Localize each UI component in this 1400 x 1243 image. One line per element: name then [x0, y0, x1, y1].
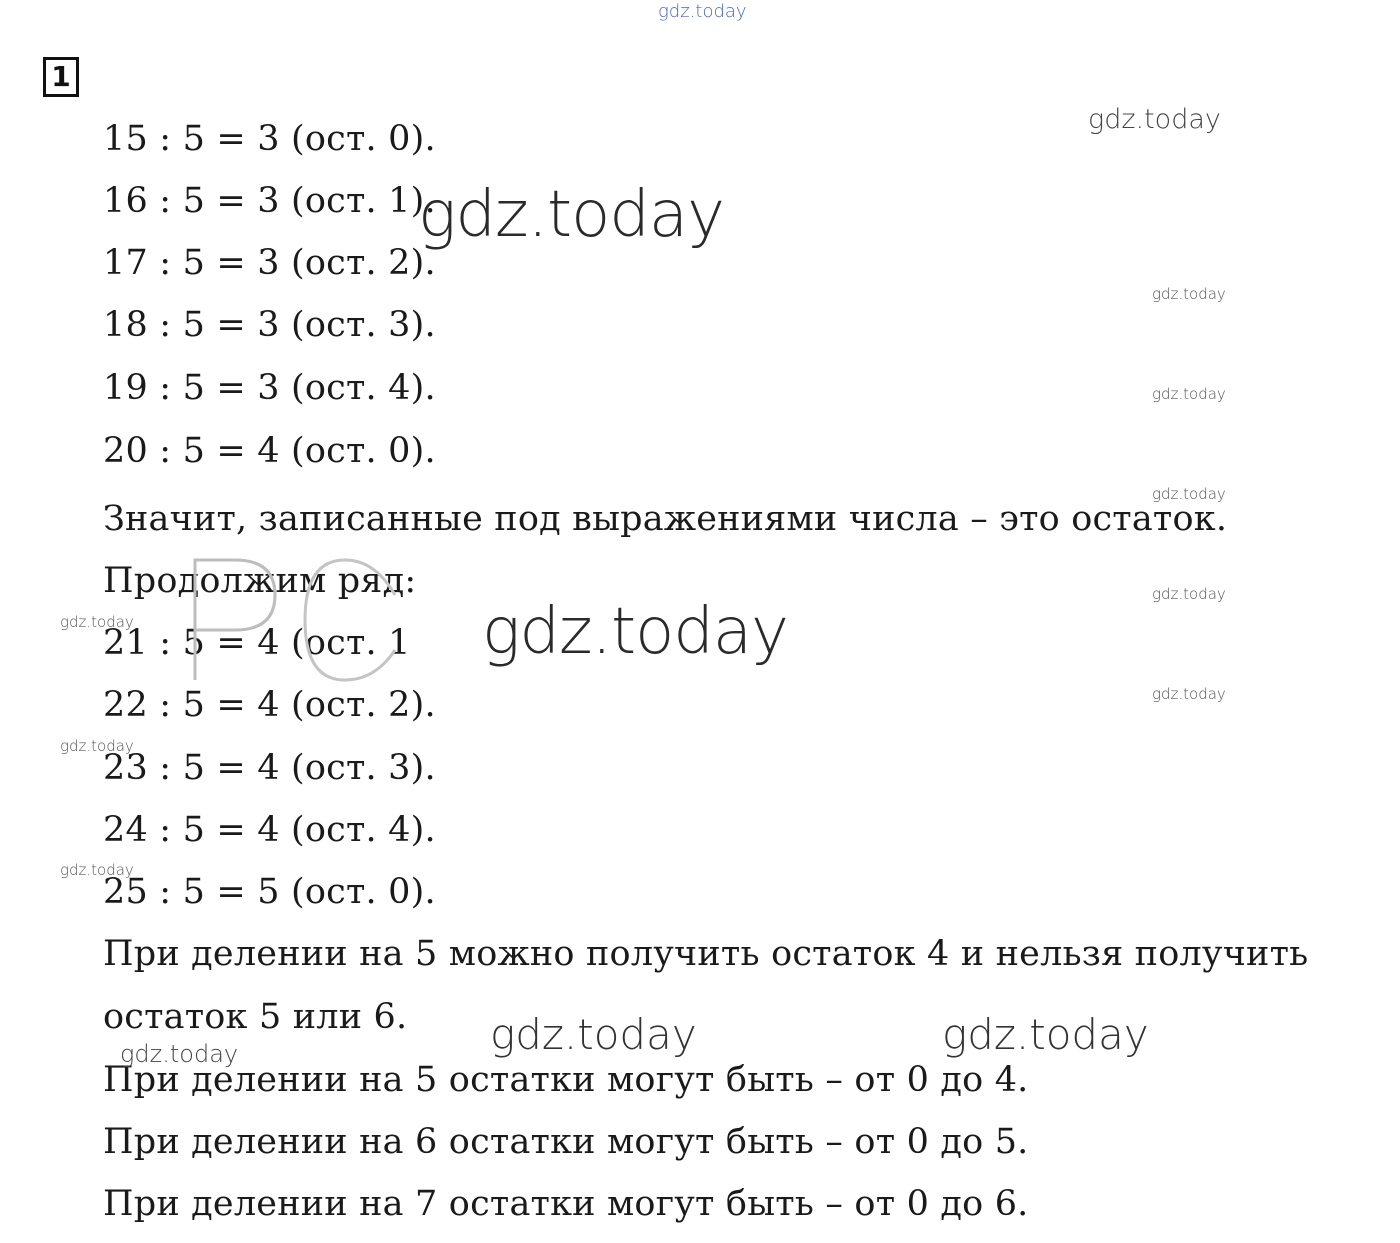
- solution-line-8: 22 : 5 = 4 (ост. 2).: [103, 685, 436, 725]
- watermark-logo-icon: [190, 555, 410, 685]
- solution-line-7: 21 : 5 = 4 (ост. 1: [103, 623, 411, 663]
- watermark-medium-1: gdz.today: [490, 1010, 697, 1059]
- watermark-right-top: gdz.today: [1088, 104, 1221, 135]
- remainder-statement-1: При делении на 5 можно получить остаток 4 и нельзя получить: [103, 934, 1309, 974]
- solution-line-11: 25 : 5 = 5 (ост. 0).: [103, 872, 436, 912]
- solution-line-10: 24 : 5 = 4 (ост. 4).: [103, 810, 436, 850]
- continue-label: Продолжим ряд:: [103, 561, 417, 601]
- remainder-statement-1-cont: остаток 5 или 6.: [103, 997, 408, 1037]
- watermark-small-1: gdz.today: [1152, 285, 1226, 303]
- watermark-large-2: gdz.today: [482, 595, 788, 669]
- conclusion-line: Значит, записанные под выражениями числа – это остаток.: [103, 499, 1228, 539]
- remainder-range-5: При делении на 5 остатки могут быть – от 0 до 4.: [103, 1060, 1029, 1100]
- solution-line-6: 20 : 5 = 4 (ост. 0).: [103, 431, 436, 471]
- watermark-medium-2: gdz.today: [942, 1010, 1149, 1059]
- task-number-badge: 1: [43, 57, 79, 97]
- solution-line-3: 17 : 5 = 3 (ост. 2).: [103, 243, 436, 283]
- solution-line-5: 19 : 5 = 3 (ост. 4).: [103, 368, 436, 408]
- watermark-left-1: gdz.today: [60, 613, 134, 631]
- solution-line-4: 18 : 5 = 3 (ост. 3).: [103, 305, 436, 345]
- watermark-top: gdz.today: [658, 1, 747, 22]
- watermark-left-2: gdz.today: [60, 737, 134, 755]
- remainder-range-6: При делении на 6 остатки могут быть – от 0 до 5.: [103, 1122, 1029, 1162]
- watermark-left-3: gdz.today: [60, 861, 134, 879]
- solution-line-1: 15 : 5 = 3 (ост. 0).: [103, 119, 436, 159]
- watermark-small-4: gdz.today: [1152, 585, 1226, 603]
- solution-line-2: 16 : 5 = 3 (ост. 1).: [103, 181, 436, 221]
- watermark-large-1: gdz.today: [418, 178, 724, 252]
- watermark-bottom-left: gdz.today: [120, 1040, 239, 1068]
- solution-line-9: 23 : 5 = 4 (ост. 3).: [103, 748, 436, 788]
- watermark-small-5: gdz.today: [1152, 685, 1226, 703]
- watermark-small-3: gdz.today: [1152, 485, 1226, 503]
- remainder-range-7: При делении на 7 остатки могут быть – от 0 до 6.: [103, 1184, 1029, 1224]
- watermark-small-2: gdz.today: [1152, 385, 1226, 403]
